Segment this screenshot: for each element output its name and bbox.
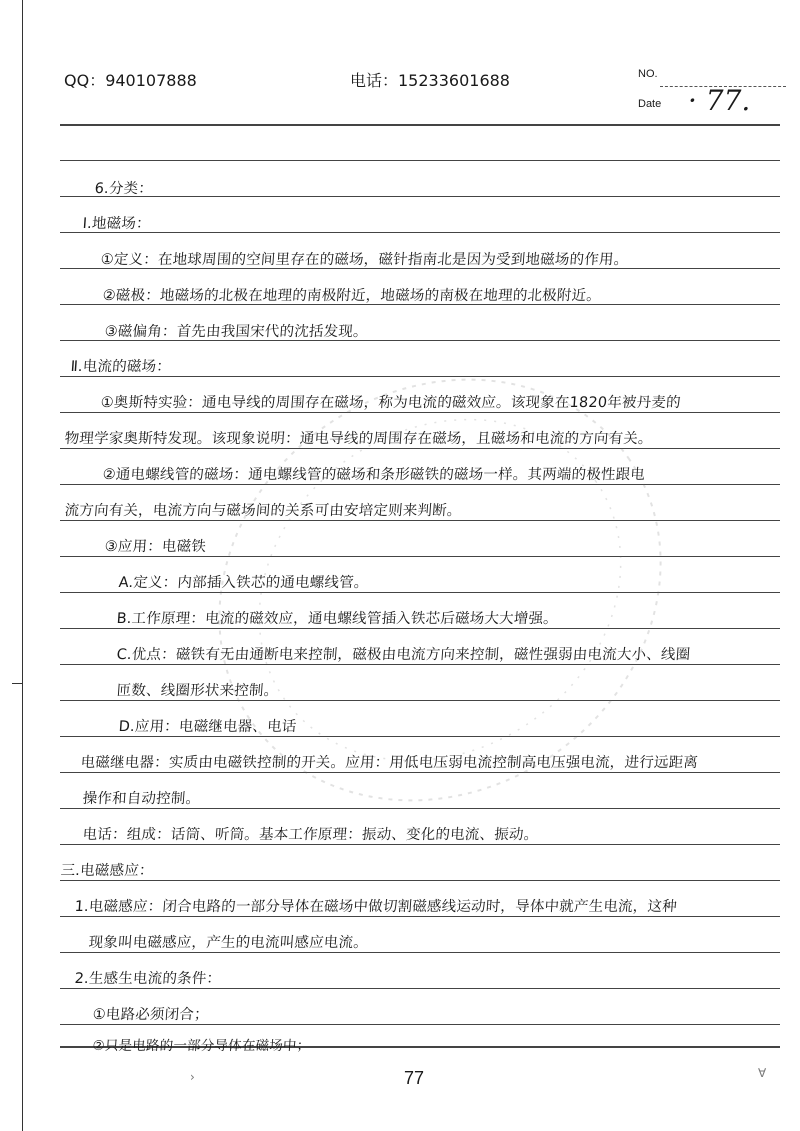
page-header	[0, 66, 800, 116]
binding-tick-mark	[12, 683, 22, 684]
note-line: B.工作原理：电流的磁效应，通电螺线管插入铁芯后磁场大大增强。	[116, 611, 559, 627]
ruled-line	[60, 988, 780, 989]
note-line: 6.分类：	[94, 181, 154, 197]
note-line: 电话：组成：话筒、听筒。基本工作原理：振动、变化的电流、振动。	[82, 827, 539, 843]
note-line: Ⅰ.地磁场：	[82, 216, 152, 232]
note-line: 2.生感生电流的条件：	[74, 971, 222, 987]
page-number: 77	[404, 1068, 425, 1088]
qq-contact: QQ：940107888	[64, 71, 197, 90]
no-label: NO.	[638, 68, 658, 80]
ruled-line	[60, 196, 780, 197]
ruled-line	[60, 1024, 780, 1025]
note-line: ③应用：电磁铁	[104, 539, 207, 555]
note-line: 流方向有关，电流方向与磁场间的关系可由安培定则来判断。	[64, 503, 463, 519]
note-line: 现象叫电磁感应，产生的电流叫感应电流。	[88, 935, 369, 951]
ruled-line	[60, 916, 780, 917]
note-line: 三.电磁感应：	[60, 863, 155, 879]
note-line: Ⅱ.电流的磁场：	[70, 359, 172, 375]
note-line: 操作和自动控制。	[82, 791, 201, 807]
header-rule	[60, 124, 780, 126]
note-line: ②磁极：地磁场的北极在地理的南极附近，地磁场的南极在地理的北极附近。	[102, 288, 602, 304]
date-value: · 77.	[688, 84, 751, 117]
note-line: 物理学家奥斯特发现。该现象说明：通电导线的周围存在磁场，且磁场和电流的方向有关。	[64, 431, 654, 447]
stray-mark: ∀	[758, 1066, 767, 1080]
binding-margin-line	[22, 0, 23, 1131]
note-line: ①电路必须闭合；	[92, 1007, 210, 1023]
note-line: 匝数、线圈形状来控制。	[116, 683, 279, 699]
note-line: ①奥斯特实验：通电导线的周围存在磁场，称为电流的磁效应。该现象在1820年被丹麦的	[100, 395, 682, 411]
note-line: C.优点：磁铁有无由通断电来控制，磁极由电流方向来控制，磁性强弱由电流大小、线圈	[116, 647, 691, 663]
note-line: 1.电磁感应：闭合电路的一部分导体在磁场中做切割磁感线运动时，导体中就产生电流，这种	[74, 899, 678, 915]
ruled-line	[60, 880, 780, 881]
note-line: ①定义：在地球周围的空间里存在的磁场，磁针指南北是因为受到地磁场的作用。	[100, 252, 629, 268]
date-label: Date	[638, 98, 662, 110]
note-line: D.应用：电磁继电器、电话	[118, 719, 298, 735]
phone-contact: 电话：15233601688	[350, 71, 510, 90]
note-line: ②通电螺线管的磁场：通电螺线管的磁场和条形磁铁的磁场一样。其两端的极性跟电	[102, 467, 646, 483]
note-line: 电磁继电器：实质由电磁铁控制的开关。应用：用低电压弱电流控制高电压强电流，进行远距离	[80, 755, 699, 771]
note-line: ③磁偏角：首先由我国宋代的沈括发现。	[104, 324, 369, 340]
stray-mark: ›	[190, 1070, 195, 1084]
note-line: ②只是电路的一部分导体在磁场中；	[92, 1038, 311, 1054]
ruled-line	[60, 160, 780, 161]
ruled-line	[60, 232, 780, 233]
ruled-line	[60, 952, 780, 953]
note-line: A.定义：内部插入铁芯的通电螺线管。	[118, 575, 370, 591]
